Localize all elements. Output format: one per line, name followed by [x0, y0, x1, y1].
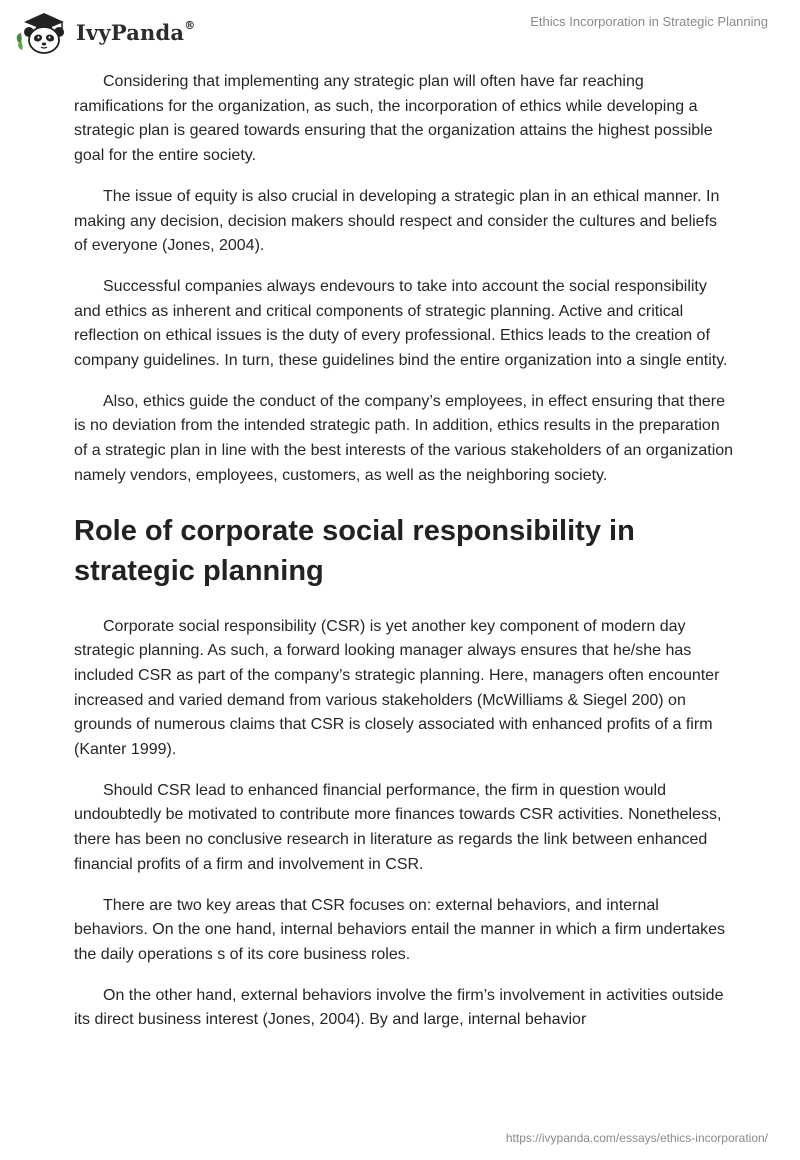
brand-name: IvyPanda®	[76, 18, 196, 45]
paragraph: Also, ethics guide the conduct of the company’s employees, in effect ensuring that there is no deviation from the intended strategic path. In addition, ethics results in the preparation of a strategic plan in line with the best interests of the various stakeholders of an organization namely vendors, employees, customers, as well as the neighboring society.	[74, 392, 734, 484]
paragraph: Corporate social responsibility (CSR) is yet another key component of modern day strategic planning. As such, a forward looking manager always ensures that he/she has included CSR as part of the company’s strategic planning. Here, managers often encounter increased and varied demand from various stakeholders (McWilliams & Siegel 200) on grounds of numerous claims that CSR is closely associated with enhanced profits of a firm (Kanter 1999).	[74, 617, 720, 759]
paragraph: Should CSR lead to enhanced financial performance, the firm in question would undoubtedly be motivated to contribute more finances towards CSR activities. Nonetheless, there has been no conclusive research in literature as regards the link between enhanced financial profits of a firm and involvement in CSR.	[74, 781, 722, 873]
paragraph: There are two key areas that CSR focuses on: external behaviors, and internal behaviors. On the one hand, internal behaviors entail the manner in which a firm undertakes the daily operations s of its core business roles.	[74, 896, 726, 963]
paragraph: Considering that implementing any strategic plan will often have far reaching ramifications for the organization, as such, the incorporation of ethics while developing a strategic plan is geared towards ensuring that the organization attains the highest possible goal for the entire society.	[74, 73, 713, 165]
essay-content	[74, 70, 734, 1049]
registered-mark: ®	[184, 18, 196, 32]
panda-graduation-icon	[14, 8, 72, 56]
section-heading: Role of corporate social responsibility in strategic planning	[74, 514, 635, 587]
paragraph: On the other hand, external behaviors involve the firm’s involvement in activities outside its direct business interest (Jones, 2004). By and large, internal behavior	[74, 986, 724, 1029]
page-header	[0, 0, 800, 60]
paragraph: The issue of equity is also crucial in developing a strategic plan in an ethical manner. In making any decision, decision makers should respect and consider the cultures and beliefs of everyone (Jones, 2004).	[74, 187, 720, 255]
paragraph: Successful companies always endevours to take into account the social responsibility and ethics as inherent and critical components of strategic planning. Active and critical reflection on ethical issues is the duty of every professional. Ethics leads to the creation of company guidelines. In turn, these guidelines bind the entire organization into a single entity.	[74, 277, 728, 370]
source-url-link[interactable]: https://ivypanda.com/essays/ethics-incorporation/	[505, 1131, 768, 1145]
document-title: Ethics Incorporation in Strategic Planning	[530, 14, 768, 29]
ivypanda-logo[interactable]	[14, 8, 195, 56]
